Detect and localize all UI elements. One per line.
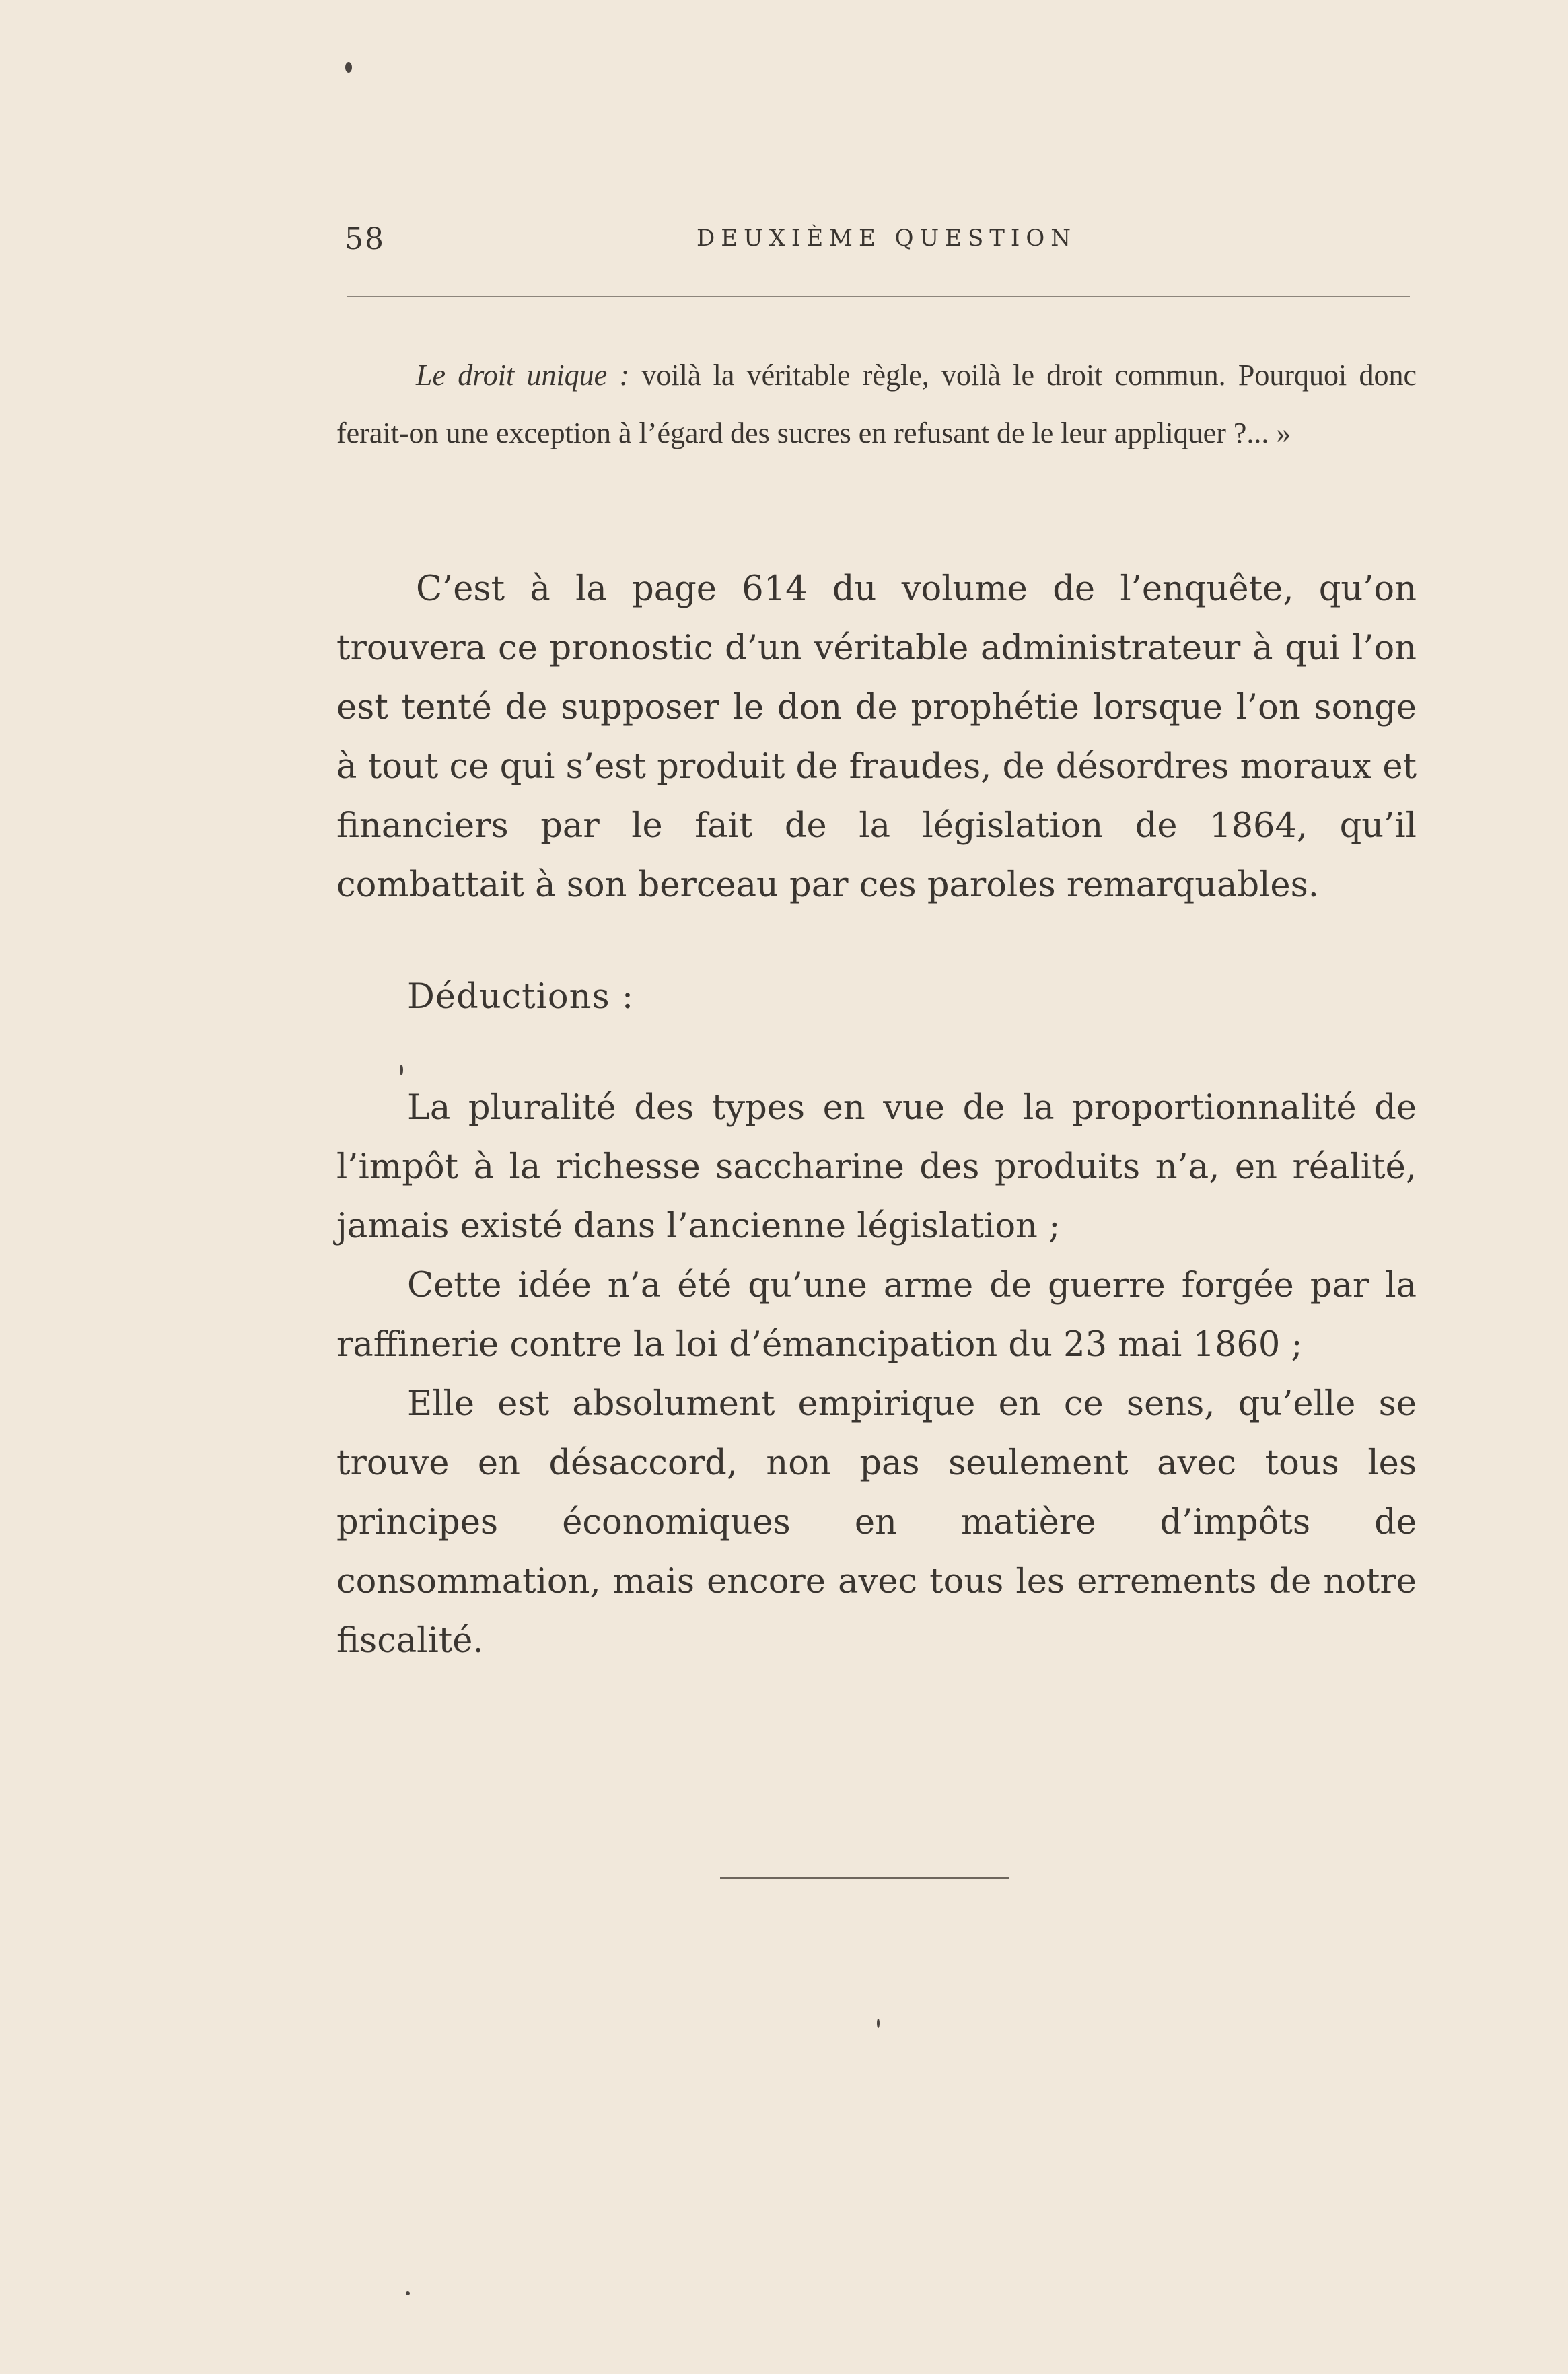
page-header (336, 222, 1410, 262)
deduction-item: Cette idée n’a été qu’une arme de guerre forgée par la raffinerie contre la loi d’émancipation du 23 mai 1860 ; (336, 1266, 1417, 1365)
quote-rest: Pourquoi donc ferait-on une exception à l’égard des sucres en refusant de le leur appliquer ?... » (336, 359, 1417, 449)
deductions-heading: Déductions : (407, 977, 635, 1017)
ink-speck (345, 62, 352, 73)
body-text (336, 560, 1417, 915)
deduction-item: La pluralité des types en vue de la proportionnalité de l’impôt à la richesse saccharine des produits n’a, en réalité, jamais existé dans l’ancienne législation ; (336, 1088, 1417, 1246)
quote-block (336, 347, 1417, 462)
header-rule (347, 296, 1410, 297)
ink-speck (400, 1065, 403, 1075)
running-head: DEUXIÈME QUESTION (696, 225, 1077, 252)
deductions-list (336, 1079, 1417, 1671)
end-rule (720, 1877, 1009, 1879)
ink-speck (406, 2291, 410, 2295)
page-number: 58 (345, 222, 385, 256)
deduction-item: Elle est absolument empirique en ce sens, qu’elle se trouve en désaccord, non pas seulement avec tous les principes économiques en matière d’impôts de consommation, mais encore avec tous les errements de notre fiscalité. (336, 1384, 1417, 1661)
quote-paragraph (336, 347, 1417, 462)
quote-italic-lead: Le droit unique : (416, 359, 630, 392)
body-paragraph: C’est à la page 614 du volume de l’enquête, qu’on trouvera ce pronostic d’un véritable administrateur à qui l’on est tenté de supposer le don de prophétie lorsque l’on songe à tout ce qui s’est produit de fraudes, de désordres moraux et financiers par le fait de la législation de 1864, qu’il combattait à son berceau par ces paroles remarquables. (336, 569, 1417, 905)
quote-line1: voilà la véritable règle, voilà le droit commun. (629, 359, 1226, 392)
ink-speck (877, 2019, 880, 2028)
